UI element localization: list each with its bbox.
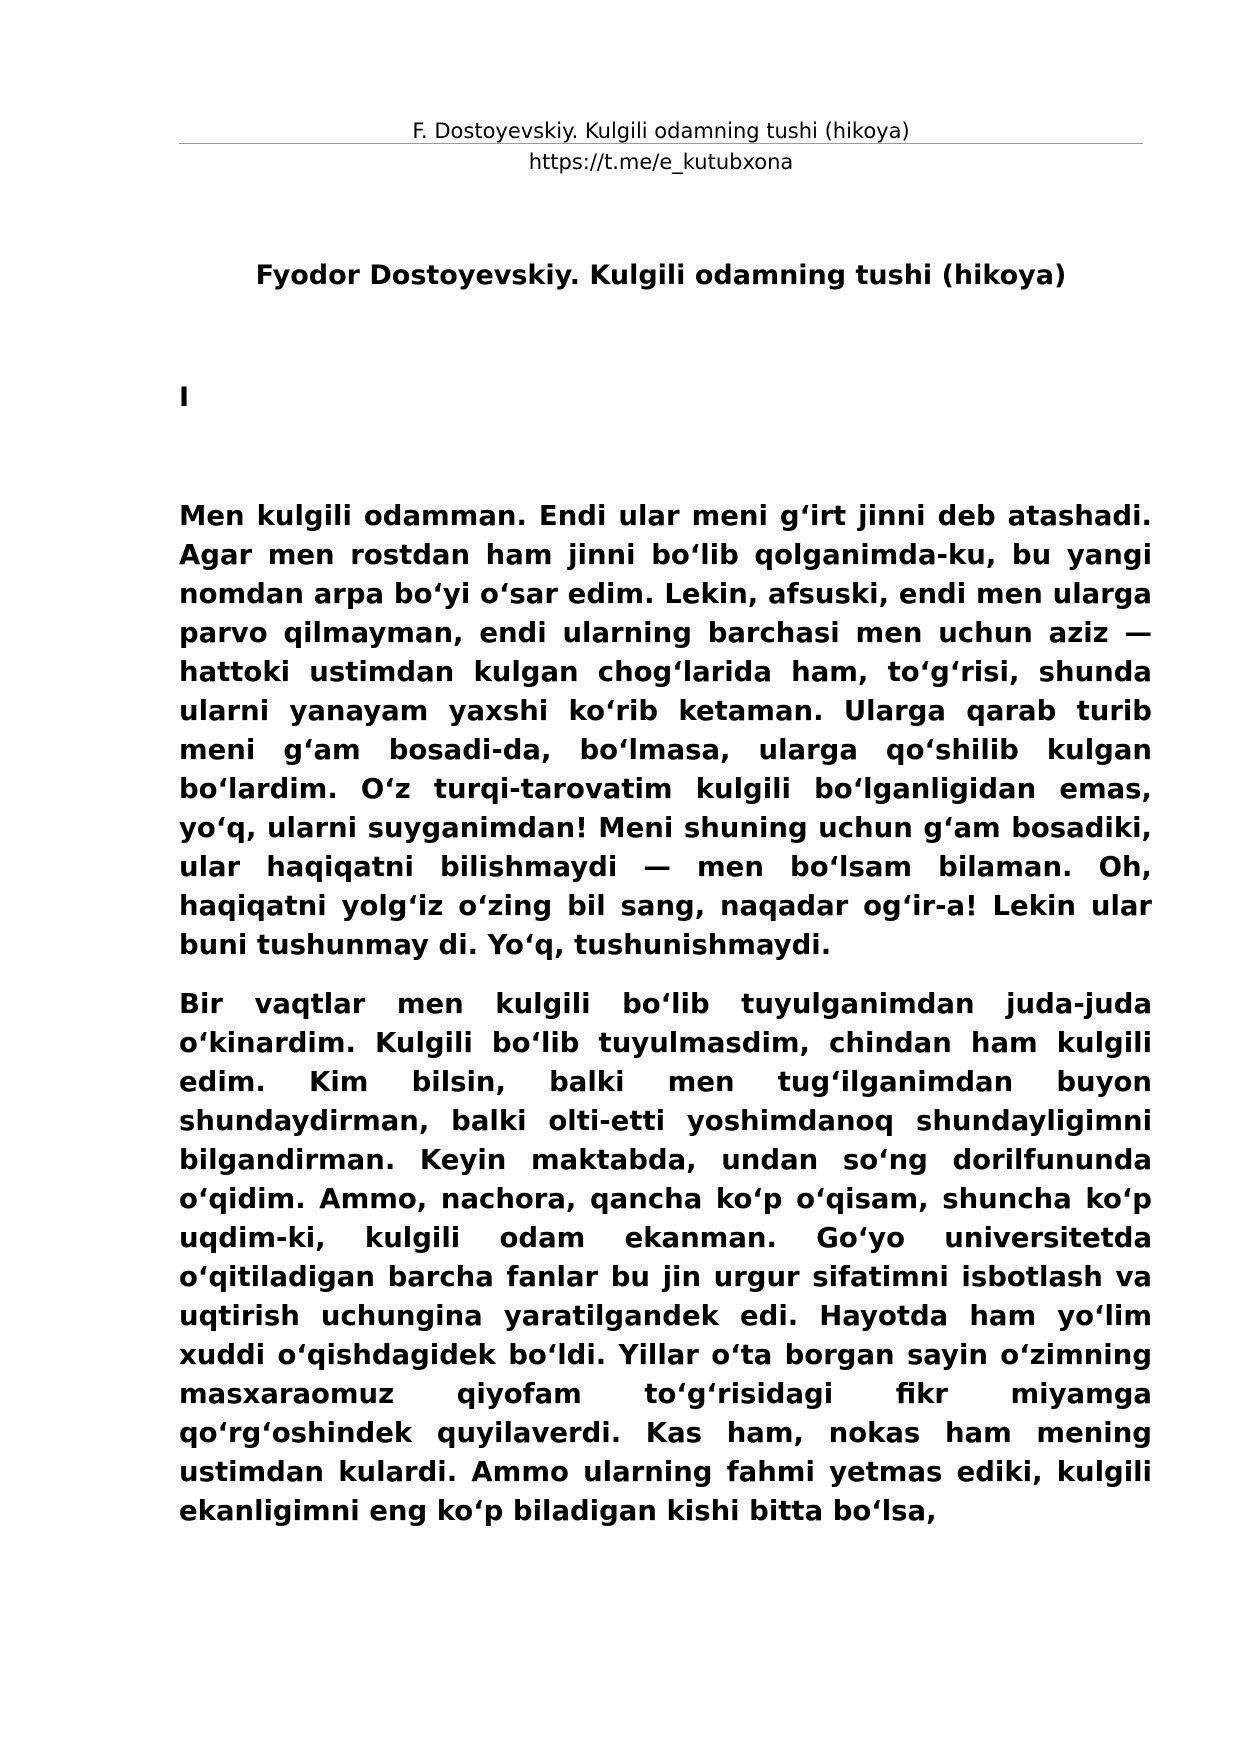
running-header-title: F. Dostoyevskiy. Kulgili odamning tushi (hikoya): [412, 119, 910, 143]
paragraph-2: Bir vaqtlar men kulgili bo‘lib tuyulganimdan juda-juda o‘kinardim. Kulgili bo‘lib tuyulmasdim, chindan ham kulgili edim. Kim bilsin, balki men tug‘ilganimdan buyon shundaydirman, balki olti-etti yoshimdanoq shundayligimni bilgandirman. Keyin maktabda, undan so‘ng dorilfununda o‘qidim. Ammo, nachora, qancha ko‘p o‘qisam, shuncha ko‘p uqdim-ki, kulgili odam ekanman. Go‘yo universitetda o‘qitiladigan barcha fanlar bu jin urgur sifatimni isbotlash va uqtirish uchungina yaratilgandek edi. Hayotda ham yo‘lim xuddi o‘qishdagidek bo‘ldi. Yillar o‘ta borgan sayin o‘zimning masxaraomuz qiyofam to‘g‘risidagi fikr miyamga qo‘rg‘oshindek quyilaverdi. Kas ham, nokas ham mening ustimdan kulardi. Ammo ularning fahmi yetmas ediki, kulgili ekanligimni eng ko‘p biladigan kishi bitta bo‘lsa,: [179, 988, 1152, 1527]
paragraph-1: Men kulgili odamman. Endi ular meni g‘irt jinni deb atashadi. Agar men rostdan ham jinni bo‘lib qolganimda-ku, bu yangi nomdan arpa bo‘yi o‘sar edim. Lekin, afsuski, endi men ularga parvo qilmayman, endi ularning barchasi men uchun aziz — hattoki ustimdan kulgan chog‘larida ham, to‘g‘risi, shunda ularni yanayam yaxshi ko‘rib ketaman. Ularga qarab turib meni g‘am bosadi-da, bo‘lmasa, ularga qo‘shilib kulgan bo‘lardim. O‘z turqi-tarovatim kulgili bo‘lganligidan emas, yo‘q, ularni suyganimdan! Meni shuning uchun g‘am bosadiki, ular haqiqatni bilishmaydi — men bo‘lsam bilaman. Oh, haqiqatni yolg‘iz o‘zing bil sang, naqadar og‘ir-a! Lekin ular buni tushunmay di. Yo‘q, tushunishmaydi.: [179, 500, 1152, 961]
chapter-number: I: [179, 382, 190, 413]
document-title: Fyodor Dostoyevskiy. Kulgili odamning tushi (hikoya): [255, 260, 1067, 291]
header-link[interactable]: https://t.me/e_kutubxona: [528, 150, 794, 174]
header-divider: [179, 143, 1143, 144]
body-text: [179, 497, 1152, 1551]
